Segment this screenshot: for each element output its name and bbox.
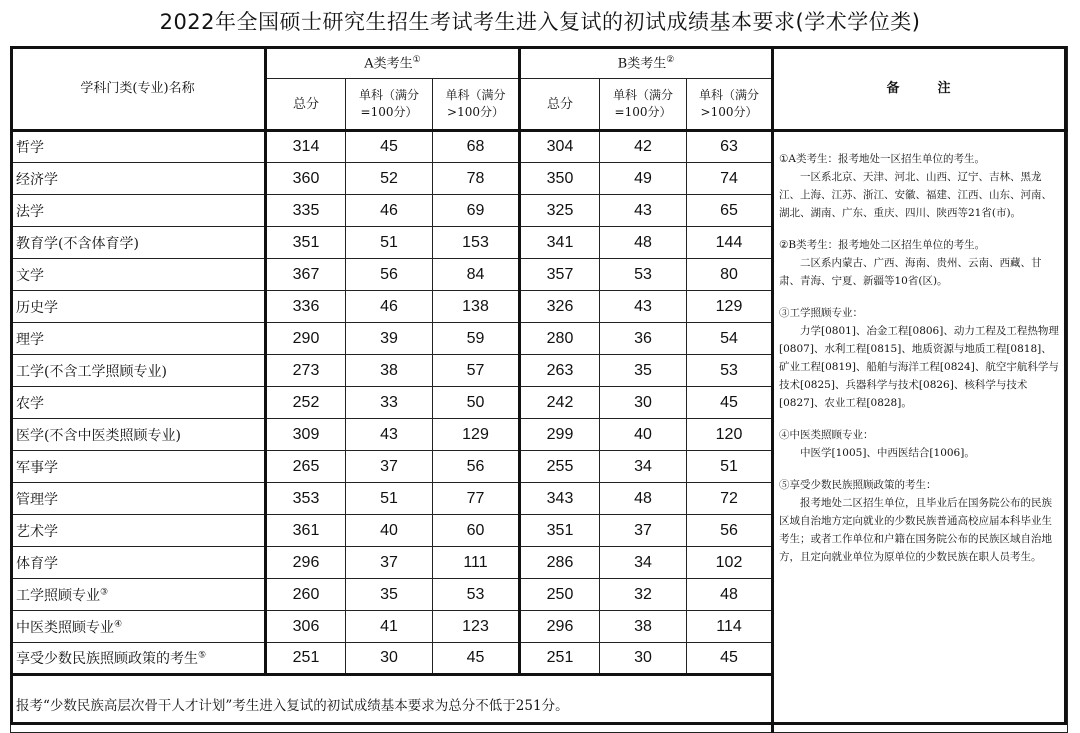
b-single-100-score: 30: [600, 387, 687, 419]
subject-name: 工学照顾专业③: [11, 579, 266, 611]
b-single-100-score: 37: [600, 515, 687, 547]
b-single-gt100-score: 63: [687, 131, 773, 163]
b-single-gt100-score: 129: [687, 291, 773, 323]
a-total-score: 360: [266, 163, 346, 195]
b-single-gt100-score: 53: [687, 355, 773, 387]
subject-name: 哲学: [11, 131, 266, 163]
a-single-100-score: 46: [346, 291, 433, 323]
b-total-score: 299: [520, 419, 600, 451]
b-total-score: 357: [520, 259, 600, 291]
a-single-100-score: 56: [346, 259, 433, 291]
b-single-100-header: 单科（满分=100分）: [600, 79, 687, 131]
a-total-score: 367: [266, 259, 346, 291]
a-single-gt100-score: 69: [433, 195, 520, 227]
a-single-gt100-score: 59: [433, 323, 520, 355]
subject-name: 艺术学: [11, 515, 266, 547]
b-total-score: 341: [520, 227, 600, 259]
footnote-mark: ③: [100, 586, 109, 597]
b-total-score: 251: [520, 643, 600, 675]
a-single-100-score: 39: [346, 323, 433, 355]
a-total-score: 260: [266, 579, 346, 611]
a-single-gt100-score: 57: [433, 355, 520, 387]
a-single-gt100-score: 53: [433, 579, 520, 611]
b-single-gt100-score: 48: [687, 579, 773, 611]
a-single-gt100-score: 77: [433, 483, 520, 515]
a-total-score: 290: [266, 323, 346, 355]
subject-name: 工学(不含工学照顾专业): [11, 355, 266, 387]
a-single-gt100-score: 78: [433, 163, 520, 195]
note-head: ③工学照顾专业：: [779, 307, 863, 319]
a-total-score: 273: [266, 355, 346, 387]
note-body: 一区系北京、天津、河北、山西、辽宁、吉林、黑龙江、上海、江苏、浙江、安徽、福建、江西、山东、河南、湖北、湖南、广东、重庆、四川、陕西等21省(市)。: [779, 171, 1052, 219]
a-single-100-score: 43: [346, 419, 433, 451]
b-single-gt100-score: 74: [687, 163, 773, 195]
subject-name: 享受少数民族照顾政策的考生⑤: [11, 643, 266, 675]
b-total-score: 255: [520, 451, 600, 483]
b-single-100-score: 40: [600, 419, 687, 451]
b-total-score: 296: [520, 611, 600, 643]
a-single-100-score: 41: [346, 611, 433, 643]
subject-name: 文学: [11, 259, 266, 291]
table-frame: [10, 46, 1067, 725]
b-single-100-score: 38: [600, 611, 687, 643]
b-single-100-score: 32: [600, 579, 687, 611]
a-total-header: 总分: [266, 79, 346, 131]
note-body: 报考地处二区招生单位，且毕业后在国务院公布的民族区域自治地方定向就业的少数民族普通高校应届本科毕业生考生；或者工作单位和户籍在国务院公布的民族区域自治地方，且定向就业单位为原单位的少数民族在职人员考生。: [779, 497, 1052, 563]
a-total-score: 251: [266, 643, 346, 675]
subject-name: 医学(不含中医类照顾专业): [11, 419, 266, 451]
subject-name: 法学: [11, 195, 266, 227]
page-title: 2022年全国硕士研究生招生考试考生进入复试的初试成绩基本要求(学术学位类): [159, 10, 921, 34]
a-total-score: 309: [266, 419, 346, 451]
b-single-gt100-score: 45: [687, 643, 773, 675]
a-single-100-header: 单科（满分=100分）: [346, 79, 433, 131]
subject-name: 管理学: [11, 483, 266, 515]
footer-note: 报考“少数民族高层次骨干人才计划”考生进入复试的初试成绩基本要求为总分不低于251分。: [11, 675, 773, 733]
a-total-score: 351: [266, 227, 346, 259]
a-single-100-score: 35: [346, 579, 433, 611]
group-b-header: B类考生②: [520, 47, 773, 79]
subject-name: 理学: [11, 323, 266, 355]
a-single-100-score: 37: [346, 451, 433, 483]
a-total-score: 314: [266, 131, 346, 163]
b-total-score: 280: [520, 323, 600, 355]
a-single-gt100-score: 50: [433, 387, 520, 419]
a-single-gt100-score: 84: [433, 259, 520, 291]
note-head: ④中医类照顾专业：: [779, 429, 874, 441]
b-total-score: 304: [520, 131, 600, 163]
subject-name: 军事学: [11, 451, 266, 483]
a-total-score: 361: [266, 515, 346, 547]
b-total-score: 343: [520, 483, 600, 515]
a-single-100-score: 30: [346, 643, 433, 675]
a-total-score: 306: [266, 611, 346, 643]
b-single-gt100-score: 102: [687, 547, 773, 579]
footnote-mark: ④: [114, 618, 123, 629]
b-single-gt100-score: 51: [687, 451, 773, 483]
subject-column-header: 学科门类(专业)名称: [11, 47, 266, 131]
b-single-gt100-score: 56: [687, 515, 773, 547]
b-single-100-score: 53: [600, 259, 687, 291]
a-single-gt100-score: 153: [433, 227, 520, 259]
a-single-100-score: 37: [346, 547, 433, 579]
a-single-100-score: 52: [346, 163, 433, 195]
subject-name: 经济学: [11, 163, 266, 195]
b-total-score: 242: [520, 387, 600, 419]
a-single-gt100-header: 单科（满分>100分）: [433, 79, 520, 131]
b-single-gt100-score: 80: [687, 259, 773, 291]
note-head: ②B类考生：报考地处二区招生单位的考生。: [779, 239, 986, 251]
a-single-gt100-score: 129: [433, 419, 520, 451]
a-total-score: 353: [266, 483, 346, 515]
b-total-score: 286: [520, 547, 600, 579]
b-single-gt100-score: 114: [687, 611, 773, 643]
subject-name: 教育学(不含体育学): [11, 227, 266, 259]
b-single-100-score: 48: [600, 483, 687, 515]
b-total-score: 263: [520, 355, 600, 387]
a-single-100-score: 38: [346, 355, 433, 387]
a-single-gt100-score: 56: [433, 451, 520, 483]
b-single-100-score: 43: [600, 195, 687, 227]
b-total-score: 350: [520, 163, 600, 195]
subject-name: 农学: [11, 387, 266, 419]
note-body: 中医学[1005]、中西医结合[1006]。: [800, 447, 975, 459]
a-total-score: 336: [266, 291, 346, 323]
b-single-100-score: 30: [600, 643, 687, 675]
b-single-100-score: 36: [600, 323, 687, 355]
a-single-100-score: 40: [346, 515, 433, 547]
b-single-100-score: 35: [600, 355, 687, 387]
a-total-score: 252: [266, 387, 346, 419]
b-single-gt100-score: 65: [687, 195, 773, 227]
note-head: ①A类考生：报考地处一区招生单位的考生。: [779, 153, 985, 165]
a-single-100-score: 51: [346, 227, 433, 259]
b-single-gt100-score: 144: [687, 227, 773, 259]
a-single-100-score: 33: [346, 387, 433, 419]
note-body: 力学[0801]、冶金工程[0806]、动力工程及工程热物理[0807]、水利工程[0815]、地质资源与地质工程[0818]、矿业工程[0819]、船舶与海洋工程[0824]、航空宇航科学与技术[0825]、兵器科学与技术[0826]、核科学与技术[0827]、农业工程[0828]。: [779, 325, 1059, 409]
a-single-100-score: 46: [346, 195, 433, 227]
a-total-score: 265: [266, 451, 346, 483]
b-single-100-score: 34: [600, 547, 687, 579]
subject-name: 中医类照顾专业④: [11, 611, 266, 643]
b-single-100-score: 49: [600, 163, 687, 195]
b-total-score: 250: [520, 579, 600, 611]
b-single-100-score: 34: [600, 451, 687, 483]
b-single-100-score: 42: [600, 131, 687, 163]
subject-name: 体育学: [11, 547, 266, 579]
a-single-gt100-score: 138: [433, 291, 520, 323]
b-single-100-score: 43: [600, 291, 687, 323]
group-a-header: A类考生①: [266, 47, 520, 79]
a-single-100-score: 45: [346, 131, 433, 163]
notes-column-header: 备 注: [773, 47, 1068, 131]
b-single-gt100-score: 72: [687, 483, 773, 515]
a-total-score: 335: [266, 195, 346, 227]
subject-name: 历史学: [11, 291, 266, 323]
b-single-gt100-score: 120: [687, 419, 773, 451]
b-total-score: 325: [520, 195, 600, 227]
b-single-gt100-score: 54: [687, 323, 773, 355]
a-single-gt100-score: 123: [433, 611, 520, 643]
note-head: ⑤享受少数民族照顾政策的考生：: [779, 479, 937, 491]
a-single-gt100-score: 68: [433, 131, 520, 163]
b-single-gt100-score: 45: [687, 387, 773, 419]
a-single-gt100-score: 45: [433, 643, 520, 675]
a-total-score: 296: [266, 547, 346, 579]
b-total-header: 总分: [520, 79, 600, 131]
b-single-gt100-header: 单科（满分>100分）: [687, 79, 773, 131]
note-body: 二区系内蒙古、广西、海南、贵州、云南、西藏、甘肃、青海、宁夏、新疆等10省(区)。: [779, 257, 1042, 287]
a-single-100-score: 51: [346, 483, 433, 515]
b-total-score: 351: [520, 515, 600, 547]
a-single-gt100-score: 111: [433, 547, 520, 579]
a-single-gt100-score: 60: [433, 515, 520, 547]
b-total-score: 326: [520, 291, 600, 323]
b-single-100-score: 48: [600, 227, 687, 259]
footnote-mark: ⑤: [198, 650, 207, 661]
